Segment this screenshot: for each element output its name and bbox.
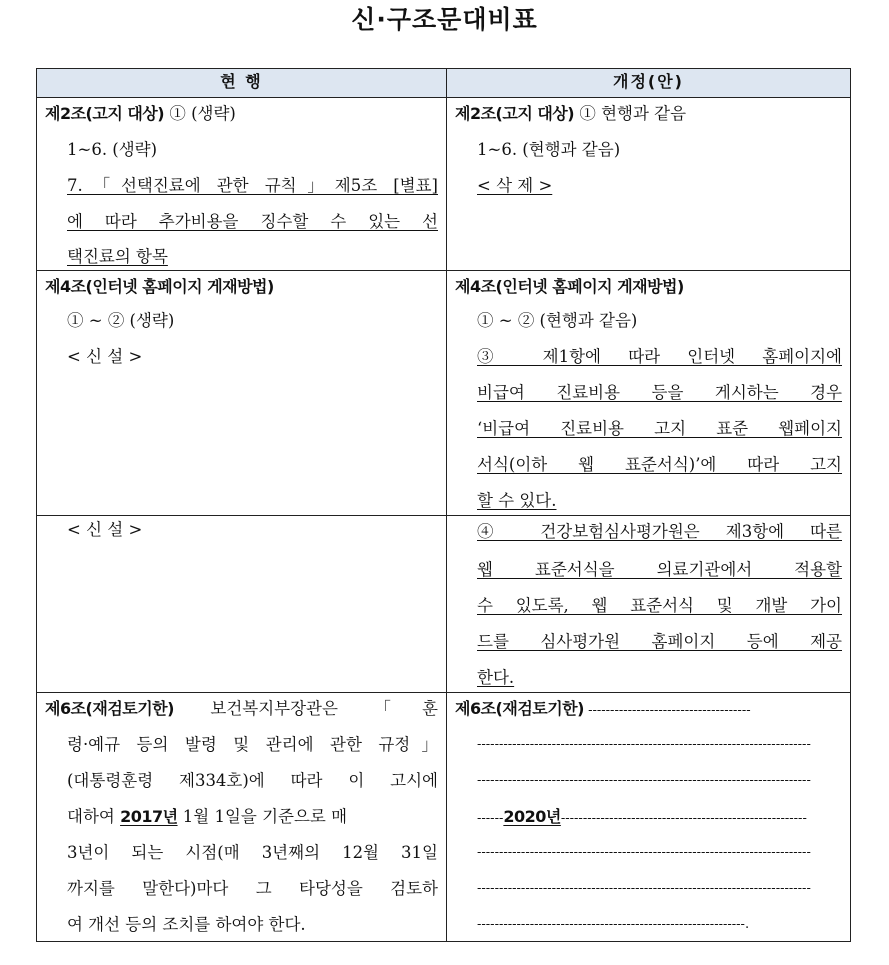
text-line: 1~6. (생략): [67, 140, 158, 159]
text-line: < 신 설 >: [67, 520, 143, 539]
text-line: (대통령훈령 제334호)에 따라 이 고시에: [67, 771, 438, 790]
text-line: 까지를 말한다)마다 그 타당성을 검토하: [67, 879, 438, 898]
dash-line: --------------------------------------------------------: [560, 811, 807, 826]
dash-line: -------------------------------------: [583, 703, 751, 718]
article-label: 제6조(재검토기한): [45, 699, 174, 718]
text-line: ④ 건강보험심사평가원은 제3항에 따른: [477, 522, 842, 541]
comparison-table: [36, 68, 851, 942]
text-line: 할 수 있다.: [477, 491, 557, 510]
table-row: [37, 693, 851, 942]
text-line: 서식(이하 웹 표준서식)’에 따라 고지: [477, 455, 842, 474]
cell-current-new-para: [37, 516, 447, 693]
text-line: 웹 표준서식을 의료기관에서 적용할: [477, 560, 842, 579]
table-row: [37, 516, 851, 693]
article-text: ① 현행과 같음: [574, 104, 687, 123]
text-line: < 삭 제 >: [477, 176, 553, 195]
header-current: 현 행: [37, 69, 447, 98]
text-line: ‘비급여 진료비용 고지 표준 웹페이지: [477, 419, 842, 438]
article-label: 제2조(고지 대상): [455, 104, 575, 123]
cell-current-art6: [37, 693, 447, 942]
text-line: 1~6. (현행과 같음): [477, 140, 621, 159]
text-line: 에 따라 추가비용을 징수할 수 있는 선: [67, 212, 438, 231]
header-row: [37, 69, 851, 98]
dash-line: ----------------------------------------------------------------------------: [477, 881, 811, 896]
text-line: 3년이 되는 시점(매 3년째의 12월 31일: [67, 843, 438, 862]
dash-line: ------: [477, 811, 504, 826]
text-line: < 신 설 >: [67, 347, 143, 366]
header-revised: 개정(안): [447, 69, 851, 98]
article-label: 제6조(재검토기한): [455, 699, 584, 718]
article-text: 보건복지부장관은 「훈: [173, 699, 438, 718]
text-line: 령·예규 등의 발령 및 관리에 관한 규정」: [67, 735, 438, 754]
article-label: 제4조(인터넷 홈페이지 게재방법): [455, 277, 684, 296]
cell-current-art4: [37, 271, 447, 516]
text-line: ③ 제1항에 따라 인터넷 홈페이지에: [477, 347, 842, 366]
text-line: 수 있도록, 웹 표준서식 및 개발 가이: [477, 596, 842, 615]
article-label: 제4조(인터넷 홈페이지 게재방법): [45, 277, 274, 296]
text-fragment: 대하여: [67, 807, 121, 826]
article-label: 제2조(고지 대상): [45, 104, 165, 123]
text-line: 한다.: [477, 668, 515, 687]
cell-revised-art4: [447, 271, 851, 516]
dash-line: ----------------------------------------------------------------------------: [477, 845, 811, 860]
article-text: ① (생략): [164, 104, 236, 123]
text-fragment: 1월 1일을 기준으로 매: [177, 807, 348, 826]
text-line: 여 개선 등의 조치를 하여야 한다.: [67, 915, 306, 934]
page-title: 신·구조문대비표: [351, 5, 538, 34]
cell-revised-art2: [447, 98, 851, 271]
text-line: 택진료의 항목: [67, 247, 168, 266]
text-line: ① ~ ② (현행과 같음): [477, 311, 638, 330]
cell-revised-art6: [447, 693, 851, 942]
year-text: 2020년: [503, 807, 561, 826]
text-line: ① ~ ② (생략): [67, 311, 175, 330]
dash-line: ----------------------------------------------------------------------------: [477, 773, 811, 788]
dash-line: ----------------------------------------------------------------------------: [477, 737, 811, 752]
table-row: [37, 98, 851, 271]
dash-line: -------------------------------------------------------------.: [477, 917, 750, 932]
text-line: 비급여 진료비용 등을 게시하는 경우: [477, 383, 842, 402]
table-row: [37, 271, 851, 516]
cell-current-art2: [37, 98, 447, 271]
year-text: 2017년: [120, 807, 178, 826]
text-line: 7.「선택진료에 관한 규칙」제5조 [별표]: [67, 176, 438, 195]
text-line: 드를 심사평가원 홈페이지 등에 제공: [477, 632, 842, 651]
cell-revised-new-para: [447, 516, 851, 693]
